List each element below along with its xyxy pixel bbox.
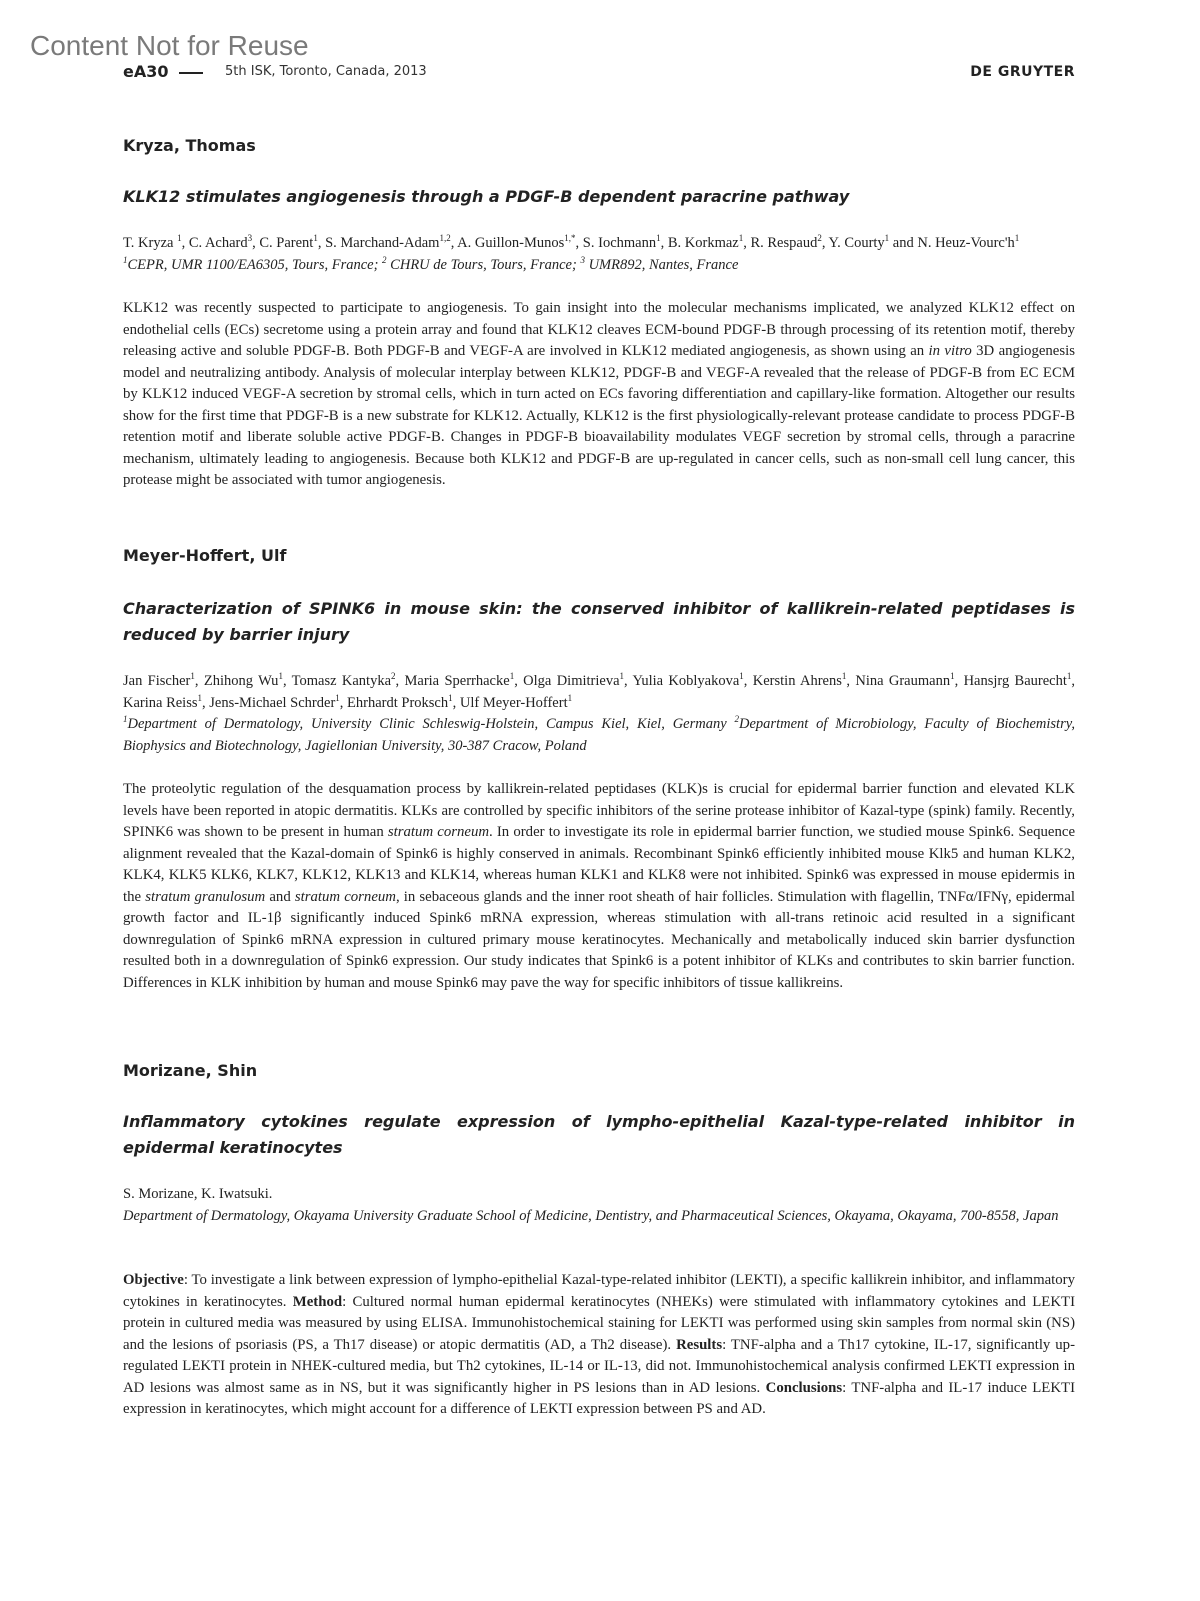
superscript: 1 [190,671,195,682]
superscript: 1 [1014,233,1020,244]
text-segment: : To investigate a link between expression of lympho-epithelial Kazal-type-related inhibitor (LEKTI), a specific kallikrein inhibitor, and inflammatory cytokines in keratinocytes. [123,1272,1075,1310]
text-segment: , Nina Graumann [846,673,951,689]
text-segment: Department of Dermatology, Okayama University Graduate School of Medicine, Dentistry, and Pharmaceutical Sciences, Okayama, Okayama, 700-8558, Japan [123,1207,1059,1224]
header-divider [179,72,203,74]
text-segment: , Ehrhardt Proksch [339,694,449,711]
text-segment: Jan Fischer [123,673,191,689]
superscript: 1 [739,671,744,682]
superscript: 2 [817,233,822,244]
text-segment: KLK12 was recently suspected to participate to angiogenesis. To gain insight into the molecular mechanisms implicated, we analyzed KLK12 effect on endothelial cells (ECs) secretome using a protein array and found that KLK12 cleaves ECM-bound PDGF-B through processing of its retention motif, thereby releasing active and soluble PDGF-B. Both PDGF-B and VEGF-A are involved in KLK12 mediated angiogenesis, as shown using an [123,300,1075,359]
superscript: 2 [382,254,387,265]
presenter-name: Meyer-Hoffert, Ulf [123,546,287,565]
text-segment: , Jens-Michael Schrder [202,694,336,711]
text-segment: , Kerstin Ahrens [743,673,842,689]
abstract-title: Inflammatory cytokines regulate expression of lympho-epithelial Kazal-type-related inhibitor in epidermal keratinocytes [123,1112,1075,1157]
affiliations [123,255,1075,277]
superscript: 2 [734,714,740,725]
text-segment: stratum corneum [294,888,396,905]
superscript: 1 [123,254,128,265]
text-segment: stratum corneum [387,824,490,840]
superscript: 1 [841,671,847,682]
superscript: 1 [278,671,283,682]
text-segment: , R. Respaud [743,235,818,251]
page-number: eA30 [123,62,169,81]
text-segment: , Yulia Koblyakova [624,673,740,689]
text-segment: Method [292,1293,343,1310]
author-list [123,1184,1075,1206]
superscript: 1 [738,233,744,244]
watermark: Content Not for Reuse [30,30,309,61]
abstract-title: Characterization of SPINK6 in mouse skin: the conserved inhibitor of kallikrein-related peptidases is reduced by barrier injury [123,599,1075,644]
text-segment: , Zhihong Wu [194,673,279,689]
superscript: 1 [123,714,128,725]
text-segment: , S. Marchand-Adam [317,235,440,251]
superscript: 1 [197,692,202,703]
publisher-name: DE GRUYTER [970,64,1075,80]
text-segment: stratum granulosum [145,888,266,905]
text-segment: The proteolytic regulation of the desquamation process by kallikrein-related peptidases (KLK)s is crucial for epidermal barrier function and elevated KLK levels have been reported in atopic dermatitis. KLKs are controlled by specific inhibitors of the serine protease inhibitor of Kazal-type (spink) family. Recently, SPINK6 was shown to be present in human [123,781,1075,840]
author-list [123,233,1075,255]
text-segment: CEPR, UMR 1100/EA6305, Tours, France; [127,256,383,273]
affiliations [123,1206,1075,1228]
presenter-name: Kryza, Thomas [123,136,256,155]
abstract-title: KLK12 stimulates angiogenesis through a PDGF-B dependent paracrine pathway [123,187,850,206]
text-segment: , Karina Reiss [123,673,1076,711]
superscript: 1 [567,692,573,703]
text-segment: 3D angiogenesis model and neutralizing antibody. Analysis of molecular interplay between KLK12, PDGF-B and VEGF-A revealed that the release of PDGF-B from EC ECM by KLK12 induced VEGF-A secretion by stromal cells, which in turn acted on ECs favoring differentiation and capillary-like formation. Altogether our results show for the first time that PDGF-B is a new substrate for KLK12. Actually, KLK12 is the first physiologically-relevant protease candidate to process PDGF-B retention motif and liberate soluble active PDGF-B. Changes in PDGF-B bioavailability modulates VEGF secretion by stromal cells, through a paracrine mechanism, ultimately leading to angiogenesis. Because both KLK12 and PDGF-B are up-regulated in cancer cells, such as non-small cell lung cancer, this protease might be associated with tumor angiogenesis. [123,343,1076,488]
text-segment: . In order to investigate its role in epidermal barrier function, we studied mouse Spink6. Sequence alignment revealed that the Kazal-domain of Spink6 is highly conserved in animals. Recombinant Spink6 efficiently inhibited mouse Klk5 and human KLK2, KLK4, KLK5 KLK6, KLK7, KLK12, KLK13 and KLK14, whereas human KLK1 and KLK8 were not inhibited. Spink6 was expressed in mouse epidermis in the [123,824,1076,905]
text-segment: , Tomasz Kantyka [282,673,392,689]
text-segment: , S. Iochmann [575,235,657,251]
abstract-body [123,298,1075,492]
text-segment: , C. Achard [181,235,248,251]
abstract-body [123,779,1075,994]
affiliations [123,714,1075,757]
text-segment: Department of Microbiology, Faculty of Biochemistry, Biophysics and Biotechnology, Jagiellonian University, 30-387 Cracow, Poland [123,716,1075,754]
text-segment: , B. Korkmaz [660,235,739,251]
text-segment: : TNF-alpha and IL-17 induce LEKTI expression in keratinocytes, which might account for a difference of LEKTI expression between PS and AD. [123,1379,1075,1417]
superscript: 1 [335,692,340,703]
text-segment: T. Kryza [123,235,178,251]
superscript: 1 [656,233,661,244]
superscript: 1 [509,671,515,682]
superscript: 3 [247,233,253,244]
superscript: 1 [619,671,625,682]
superscript: 1 [1066,671,1072,682]
text-segment: CHRU de Tours, Tours, France; [386,256,581,273]
text-segment: , Y. Courty [821,235,885,251]
superscript: 1 [313,233,318,244]
page-header [123,62,1075,84]
text-segment: Conclusions [765,1379,843,1396]
text-segment: in vitro [928,343,972,359]
text-segment: UMR892, Nantes, France [584,256,739,273]
text-segment: Objective [123,1272,184,1288]
text-segment: , Hansjrg Baurecht [954,673,1067,689]
superscript: 1 [177,233,182,244]
superscript: 1 [950,671,955,682]
superscript: 2 [391,671,396,682]
author-block [123,233,1075,276]
text-segment: Results [676,1336,723,1353]
conference-label: 5th ISK, Toronto, Canada, 2013 [225,64,427,79]
text-segment: , Olga Dimitrieva [514,673,620,689]
text-segment: , C. Parent [252,235,314,251]
presenter-name: Morizane, Shin [123,1061,258,1080]
text-segment: , Ulf Meyer-Hoffert [452,694,568,711]
text-segment: and [265,888,295,905]
text-segment: : TNF-alpha and a Th17 cytokine, IL-17, significantly up-regulated LEKTI protein in NHEK-cultured media, but Th2 cytokines, IL-14 or IL-13, did not. Immunohistochemical analysis confirmed LEKTI expression in AD lesions was almost same as in NS, but it was significantly higher in PS lesions than in AD lesions. [123,1336,1075,1396]
text-segment: , Maria Sperrhacke [395,673,510,689]
text-segment: and N. Heuz-Vourc'h [889,235,1015,251]
superscript: 1,2 [439,233,451,244]
text-segment: Department of Dermatology, University Clinic Schleswig-Holstein, Campus Kiel, Kiel, Germany [127,716,735,732]
author-list [123,671,1075,714]
superscript: 3 [580,254,585,265]
text-segment: S. Morizane, K. Iwatsuki. [123,1186,273,1202]
superscript: 1,* [564,233,576,244]
superscript: 1 [884,233,890,244]
author-block [123,671,1075,757]
superscript: 1 [448,692,453,703]
author-block [123,1184,1075,1227]
text-segment: : Cultured normal human epidermal keratinocytes (NHEKs) were stimulated with inflammatory cytokines and LEKTI protein in cultured media was measured by using ELISA. Immunohistochemical staining for LEKTI was performed using skin samples from normal skin (NS) and the lesions of psoriasis (PS, a Th17 disease) or atopic dermatitis (AD, a Th2 disease). [123,1293,1075,1353]
abstract-body [123,1270,1075,1421]
text-segment: , in sebaceous glands and the inner root sheath of hair follicles. Stimulation with flagellin, TNFα/IFNγ, epidermal growth factor and IL-1β significantly induced Spink6 mRNA expression, whereas stimulation with all-trans retinoic acid resulted in a significant downregulation of Spink6 mRNA expression in cultured primary mouse keratinocytes. Mechanically and metabolically induced skin barrier dysfunction resulted both in a downregulation of Spink6 expression. Our study indicates that Spink6 is a potent inhibitor of KLKs and contributes to skin barrier function. Differences in KLK inhibition by human and mouse Spink6 may pave the way for specific inhibitors of tissue kallikreins. [123,888,1076,991]
text-segment: , A. Guillon-Munos [450,235,565,251]
